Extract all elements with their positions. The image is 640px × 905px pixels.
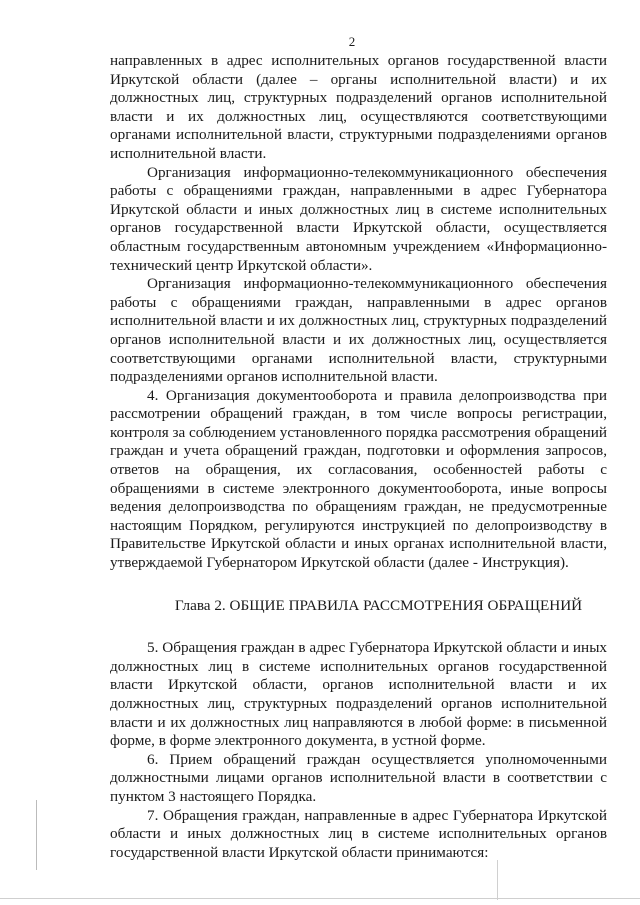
page-number: 2 xyxy=(348,34,356,49)
paragraph-continuation: направленных в адрес исполнительных органов государственной власти Иркутской области (далее – органы исполнительной власти) и их должностных лиц, структурных подразделений органов исполнительной власти и их должностных лиц, осуществляются соответствующими органами исполнительной власти, структурными подразделениями органов исполнительной власти. xyxy=(110,52,607,162)
paragraph-item-7: 7. Обращения граждан, направленные в адрес Губернатора Иркутской области и иных должностных лиц в системе исполнительных органов государственной власти Иркутской области принимаются: xyxy=(110,806,607,861)
scan-edge-left xyxy=(36,800,37,870)
scan-mark-right xyxy=(497,860,498,900)
scan-edge-bottom xyxy=(0,898,640,899)
chapter-heading: Глава 2. ОБЩИЕ ПРАВИЛА РАССМОТРЕНИЯ ОБРАЩЕНИЙ xyxy=(174,596,583,614)
paragraph-item-6: 6. Прием обращений граждан осуществляется уполномоченными должностными лицами органов исполнительной власти в соответствии с пунктом 3 настоящего Порядка. xyxy=(110,750,607,805)
paragraph-it-center: Организация информационно-телекоммуникационного обеспечения работы с обращениями граждан, направленными в адрес Губернатора Иркутской области и иных должностных лиц в системе исполнительных органов государственной власти Иркутской области, осуществляется областным государственным автономным учреждением «Информационно-технический центр Иркутской области». xyxy=(110,163,607,274)
paragraph-item-5: 5. Обращения граждан в адрес Губернатора Иркутской области и иных должностных лиц в системе исполнительных органов государственной власти Иркутской области, органов исполнительной власти и их должностных лиц, структурных подразделений органов исполнительной власти и их должностных лиц направляются в любой форме: в письменной форме, в форме электронного документа, в устной форме. xyxy=(110,639,607,750)
document-body xyxy=(110,52,607,862)
paragraph-it-organs: Организация информационно-телекоммуникационного обеспечения работы с обращениями граждан, направленными в адрес органов исполнительной власти и их должностных лиц, структурных подразделений органов исполнительной власти и их должностных лиц, осуществляется соответствующими органами исполнительной власти, структурными подразделениями органов исполнительной власти. xyxy=(110,275,607,386)
paragraph-item-4: 4. Организация документооборота и правила делопроизводства при рассмотрении обращений граждан, в том числе вопросы регистрации, контроля за соблюдением установленного порядка рассмотрения обращений граждан и учета обращений граждан, подготовки и оформления запросов, ответов на обращения, их согласования, особенностей работы с обращениями в системе электронного документооборота, иные вопросы ведения делопроизводства по обращениям граждан, не предусмотренные настоящим Порядком, регулируются инструкцией по делопроизводству в Правительстве Иркутской области и иных органах исполнительной власти, утверждаемой Губернатором Иркутской области (далее - Инструкция). xyxy=(110,386,607,572)
